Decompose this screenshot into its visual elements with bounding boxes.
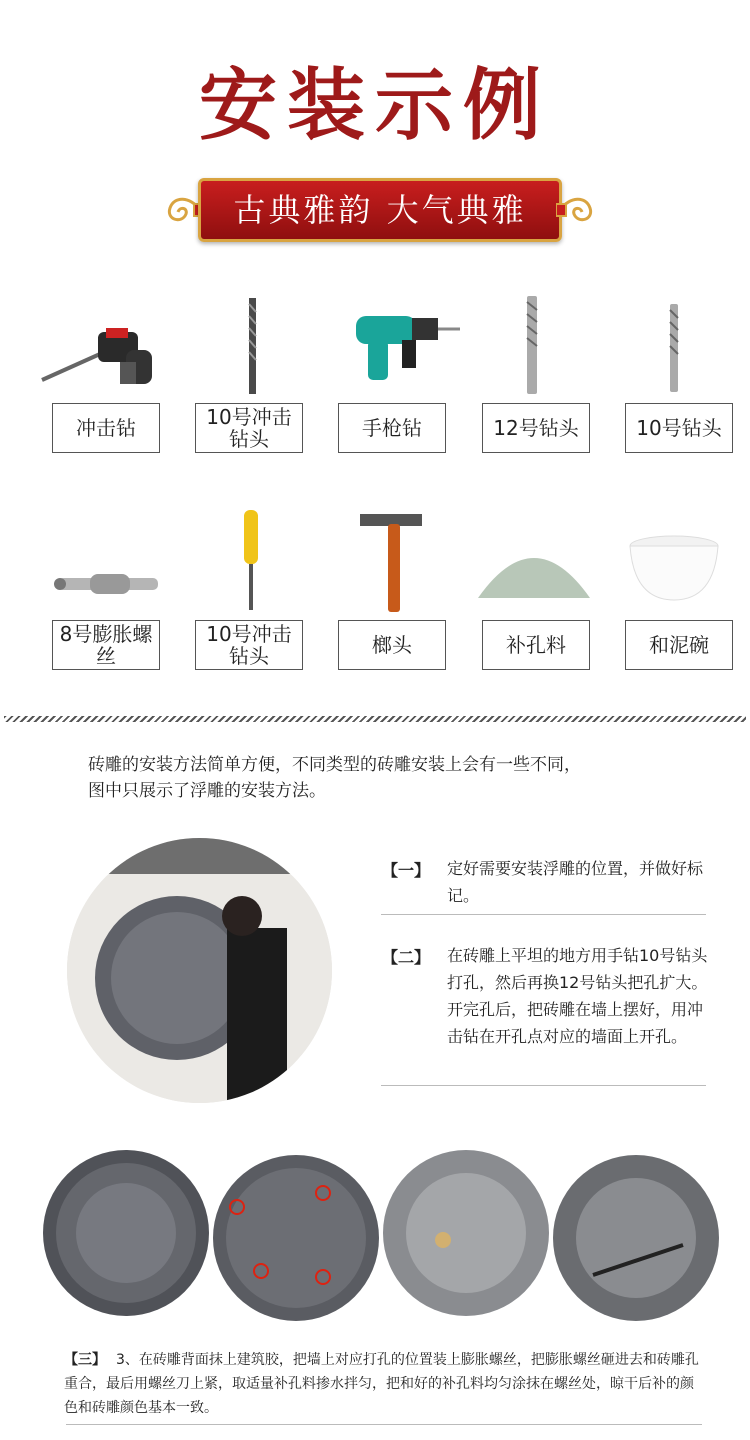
tool-label-bowl: 和泥碗 <box>625 620 733 670</box>
step-photo-2 <box>213 1155 379 1321</box>
expansion-screw-icon <box>50 508 170 618</box>
section-divider <box>4 716 746 722</box>
step2-text: 在砖雕上平坦的地方用手钻10号钻头打孔，然后再换12号钻头把孔扩大。开完孔后，把砖雕在墙上摆好，用冲击钻在开孔点对应的墙面上开孔。 <box>447 946 708 1046</box>
drill-bit-12-icon <box>474 292 594 402</box>
tool-label-impact-bit: 10号冲击钻头 <box>195 403 303 453</box>
page-title: 安装示例 <box>198 61 551 151</box>
divider <box>381 1085 706 1086</box>
tool-label-screwdriver: 10号冲击钻头 <box>195 620 303 670</box>
banner-text: 古典雅韵 大气典雅 <box>233 191 527 229</box>
hammer-icon <box>342 508 462 618</box>
hand-drill-icon <box>342 292 462 402</box>
tool-label-bit-10: 10号钻头 <box>625 403 733 453</box>
step3-text: 【三】 3、在砖雕背面抹上建筑胶，把墙上对应打孔的位置装上膨胀螺丝，把膨胀螺丝砸进去和砖雕孔重合，最后用螺丝刀上紧，取适量补孔料掺水拌匀，把和好的补孔料均匀涂抹在螺丝处，晾干后补的颜色和砖雕颜色基本一致。 <box>64 1352 699 1416</box>
divider <box>381 914 706 915</box>
tool-label-expansion-screw: 8号膨胀螺丝 <box>52 620 160 670</box>
drill-bit-icon <box>192 292 312 402</box>
tool-label-bit-12: 12号钻头 <box>482 403 590 453</box>
tool-label-impact-drill: 冲击钻 <box>52 403 160 453</box>
impact-drill-icon <box>40 292 160 402</box>
intro-text: 砖雕的安装方法简单方便，不同类型的砖雕安装上会有一些不同， 图中只展示了浮雕的安装方法。 <box>88 755 581 801</box>
screwdriver-icon <box>192 508 312 618</box>
step1-tag: 【一】 <box>382 861 431 880</box>
step1-text: 定好需要安装浮雕的位置，并做好标记。 <box>447 859 704 905</box>
installation-photo <box>67 838 332 1103</box>
divider <box>66 1424 702 1425</box>
bowl-icon <box>614 508 734 618</box>
tool-label-hammer: 榔头 <box>338 620 446 670</box>
step-photo-1 <box>43 1150 209 1316</box>
tool-label-hand-drill: 手枪钻 <box>338 403 446 453</box>
tool-label-filler: 补孔料 <box>482 620 590 670</box>
drill-bit-10-icon <box>614 292 734 402</box>
step2-tag: 【二】 <box>382 948 431 967</box>
filler-powder-icon <box>474 508 594 618</box>
cloud-ornament-icon <box>556 188 600 232</box>
step-photo-3 <box>383 1150 549 1316</box>
step-photo-4 <box>553 1155 719 1321</box>
banner <box>160 174 600 246</box>
